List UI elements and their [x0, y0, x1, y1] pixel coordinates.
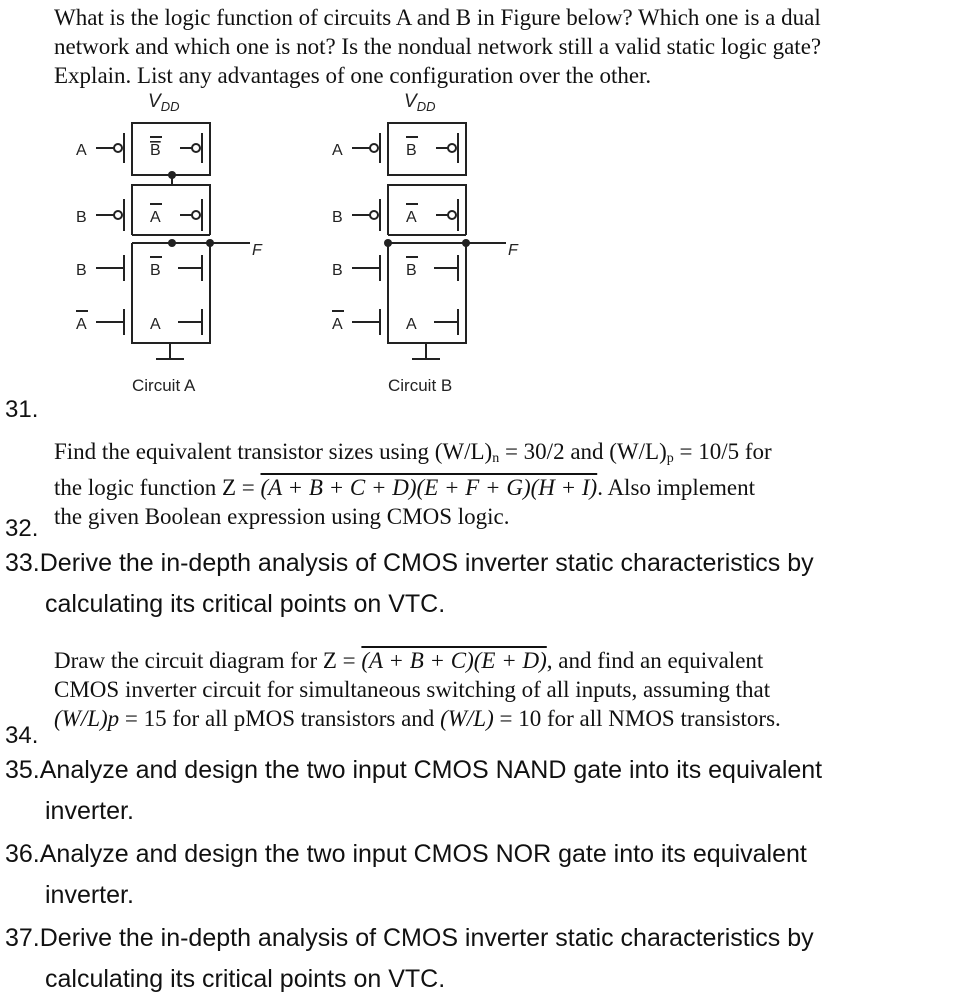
caption-circuit-b: Circuit B — [388, 376, 453, 395]
q34-text — [54, 646, 946, 733]
q34-line3-d: = 10 for all NMOS transistors. — [493, 706, 781, 731]
q36-line1: 36.Analyze and design the two input CMOS NOR gate into its equivalent — [5, 840, 807, 868]
label-abar-3: A — [406, 209, 417, 226]
q32-text — [54, 437, 946, 531]
label-bbar-1: B — [150, 142, 161, 159]
circuit-figure — [0, 85, 954, 405]
q34-line1-b: , and find an equivalent — [546, 648, 764, 673]
q31-line1: What is the logic function of circuits A and B in Figure below? Which one is a dual — [54, 5, 821, 30]
q32-sub-p: p — [666, 451, 674, 466]
label-a-2: A — [150, 316, 161, 333]
label-a-4: A — [406, 316, 417, 333]
output-f-b: F — [508, 242, 518, 259]
q34-line2: CMOS inverter circuit for simultaneous switching of all inputs, assuming that — [54, 677, 771, 702]
q33-line2: calculating its critical points on VTC. — [45, 590, 446, 618]
vdd-label-b: $V_{DD}$ — [404, 91, 436, 114]
q32-line1-c: = 10/5 for — [673, 439, 772, 464]
q36-text — [5, 834, 807, 916]
q34-line3-c: (W/L) — [440, 706, 494, 731]
q32-line2-a: the logic function Z = — [54, 475, 261, 500]
label-abar-1: A — [150, 209, 161, 226]
q34-line1-a: Draw the circuit diagram for Z = — [54, 648, 362, 673]
q31-line3: Explain. List any advantages of one configuration over the other. — [54, 63, 652, 88]
label-bbar-2: B — [150, 262, 161, 279]
label-b-4: B — [332, 262, 343, 279]
label-abar-4: A — [332, 316, 343, 333]
q32-sub-n: n — [492, 451, 500, 466]
q32-number: 32. — [5, 515, 39, 542]
circuit-b-schematic — [332, 91, 519, 395]
q34-line3 — [54, 704, 946, 733]
q32-expression: (A + B + C + D)(E + F + G)(H + I) — [260, 475, 598, 500]
q31-text — [54, 3, 949, 90]
label-b-1: B — [76, 209, 87, 226]
caption-circuit-a: Circuit A — [132, 376, 196, 395]
label-b-2: B — [76, 262, 87, 279]
q34-line3-b: = 15 for all pMOS transistors and — [119, 706, 441, 731]
output-f-a: F — [252, 242, 262, 259]
q33-line1: 33.Derive the in-depth analysis of CMOS inverter static characteristics by — [5, 549, 814, 577]
label-b-3: B — [332, 209, 343, 226]
label-a-1: A — [76, 142, 87, 159]
q33-text — [5, 543, 814, 625]
label-bbar-3: B — [406, 142, 417, 159]
q36-line2: inverter. — [45, 881, 134, 909]
q37-line2: calculating its critical points on VTC. — [45, 965, 446, 993]
q37-text — [5, 918, 814, 1000]
q32-line2-b: . Also implement — [597, 475, 756, 500]
q32-line1-a: Find the equivalent transistor sizes using (W/L) — [54, 439, 493, 464]
vdd-label-a: $V_{DD}$ — [148, 91, 180, 114]
q32-line3: the given Boolean expression using CMOS logic. — [54, 504, 510, 529]
q34-expression: (A + B + C)(E + D) — [361, 648, 547, 673]
q32-line1 — [54, 437, 946, 473]
label-abar-2: A — [76, 316, 87, 333]
q35-line2: inverter. — [45, 797, 134, 825]
q35-text — [5, 750, 822, 832]
circuit-a-schematic — [76, 91, 263, 395]
q35-line1: 35.Analyze and design the two input CMOS NAND gate into its equivalent — [5, 756, 823, 784]
q34-line3-a: (W/L)p — [54, 706, 120, 731]
q31-line2: network and which one is not? Is the nondual network still a valid static logic gate? — [54, 34, 822, 59]
label-bbar-4: B — [406, 262, 417, 279]
q32-line2 — [54, 473, 946, 502]
label-a-3: A — [332, 142, 343, 159]
q31-number: 31. — [5, 396, 39, 423]
q34-number: 34. — [5, 722, 39, 749]
q37-line1: 37.Derive the in-depth analysis of CMOS inverter static characteristics by — [5, 924, 814, 952]
q32-line1-b: = 30/2 and (W/L) — [499, 439, 667, 464]
q34-line1 — [54, 646, 946, 675]
